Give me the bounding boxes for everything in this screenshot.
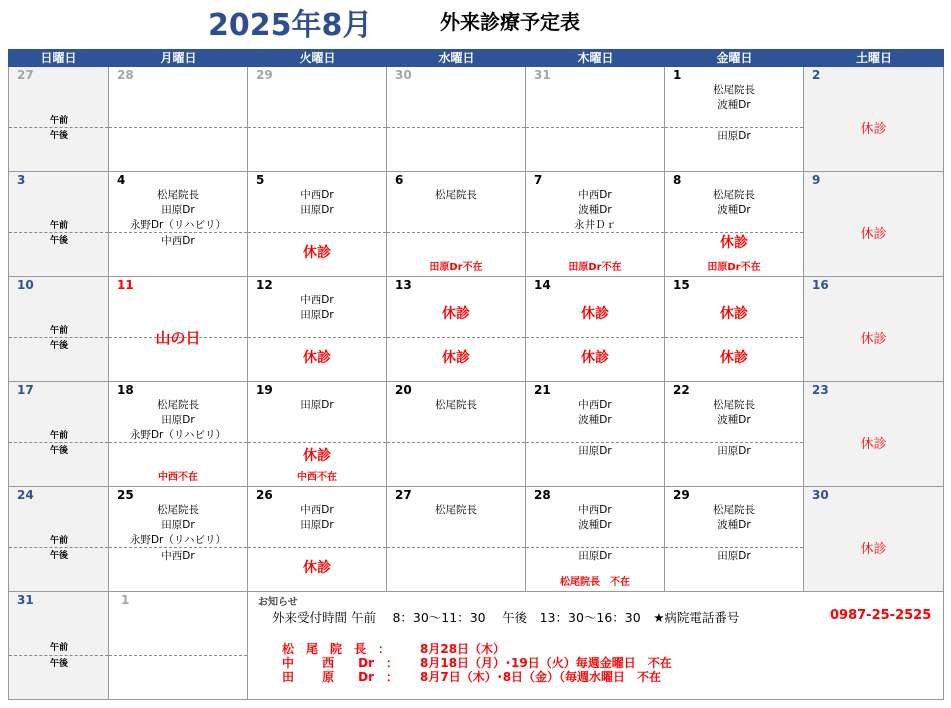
doctor-line: 波種Dr (578, 414, 612, 426)
day-cell (387, 277, 526, 382)
day-cell (8, 592, 109, 700)
doctor-line: 中西Dr (578, 504, 612, 516)
day-number: 28 (117, 68, 134, 82)
absence-doctor: 中 西 Dr ： (282, 656, 399, 670)
day-number: 26 (256, 488, 273, 502)
am-pm-divider (387, 232, 525, 233)
closed-label: 休診 (860, 437, 887, 452)
doctor-line: 波種Dr (717, 414, 751, 426)
am-pm-divider (248, 232, 386, 233)
day-cell (8, 277, 109, 382)
day-cell (248, 487, 387, 592)
doctor-line: 松尾院長 (713, 504, 755, 516)
weekday-header: 金曜日 (665, 49, 804, 67)
doctor-line: 田原Dr (161, 519, 195, 531)
doctor-line: 波種Dr (717, 519, 751, 531)
closed-label: 休診 (581, 306, 609, 322)
day-number: 29 (256, 68, 273, 82)
reception-hours: 外来受付時間 午前 8：30～11：30 午後 13：30～16：30 ★病院電話番号 (272, 610, 740, 625)
pm-label: 午後 (49, 659, 68, 669)
calendar-grid (8, 49, 944, 700)
absence-dates: 8月7日（木）･8日（金）（毎週水曜日 不在 (420, 670, 662, 684)
am-pm-divider (387, 547, 525, 548)
day-cell (526, 67, 665, 172)
am-label: 午前 (49, 221, 68, 231)
day-cell (387, 67, 526, 172)
am-pm-divider (387, 127, 525, 128)
doctor-line: 中西Dr (161, 235, 195, 247)
doctor-line: 田原Dr (300, 519, 334, 531)
absence-note: 田原Dr不在 (707, 262, 761, 273)
closed-label: 休診 (720, 235, 748, 251)
day-number: 27 (395, 488, 412, 502)
doctor-line: 永野Dr（リハビリ） (129, 534, 227, 546)
day-number: 23 (812, 383, 829, 397)
day-cell (248, 382, 387, 487)
day-cell (665, 172, 804, 277)
day-cell (109, 172, 248, 277)
absence-note: 田原Dr不在 (429, 262, 483, 273)
day-number: 16 (812, 278, 829, 292)
doctor-line: 永野Dr（リハビリ） (129, 429, 227, 441)
day-cell (8, 172, 109, 277)
day-number: 9 (812, 173, 821, 187)
doctor-line: 田原Dr (300, 309, 334, 321)
doctor-line: 中西Dr (578, 189, 612, 201)
day-cell (804, 382, 944, 487)
closed-label: 休診 (442, 306, 470, 322)
phone-number: 0987-25-2525 (830, 608, 932, 623)
am-label: 午前 (49, 643, 68, 653)
doctor-line: 松尾院長 (435, 189, 477, 201)
weekday-header: 月曜日 (109, 49, 248, 67)
notice-heading: お知らせ (258, 597, 298, 608)
day-number: 15 (673, 278, 690, 292)
am-label: 午前 (49, 536, 68, 546)
doctor-line: 松尾院長 (157, 504, 199, 516)
day-number: 5 (256, 173, 265, 187)
day-number: 2 (812, 68, 821, 82)
calendar-subtitle: 外来診療予定表 (440, 10, 580, 34)
weekday-header: 火曜日 (248, 49, 387, 67)
am-pm-divider (248, 127, 386, 128)
day-cell (109, 382, 248, 487)
day-number: 17 (17, 383, 34, 397)
closed-label: 休診 (442, 350, 470, 366)
doctor-line: 松尾院長 (157, 189, 199, 201)
absence-doctor: 田 原 Dr ： (282, 670, 399, 684)
weekday-header: 水曜日 (387, 49, 526, 67)
am-pm-divider (665, 442, 803, 443)
day-cell (665, 382, 804, 487)
day-number: 21 (534, 383, 551, 397)
doctor-line: 松尾院長 (713, 189, 755, 201)
day-number: 19 (256, 383, 273, 397)
absence-note: 松尾院長 不在 (560, 577, 630, 588)
day-cell (526, 172, 665, 277)
day-number: 1 (673, 68, 682, 82)
day-number: 29 (673, 488, 690, 502)
absence-note: 田原Dr不在 (568, 262, 622, 273)
day-cell (109, 67, 248, 172)
closed-label: 休診 (860, 542, 887, 557)
day-number: 24 (17, 488, 34, 502)
doctor-line: 波種Dr (578, 204, 612, 216)
am-pm-divider (665, 127, 803, 128)
am-pm-divider (526, 127, 664, 128)
closed-label: 休診 (720, 350, 748, 366)
day-number: 12 (256, 278, 273, 292)
absence-note: 中西不在 (158, 472, 198, 483)
day-cell (665, 277, 804, 382)
day-cell (8, 67, 109, 172)
day-cell (804, 487, 944, 592)
doctor-line: 田原Dr (717, 445, 751, 457)
day-number: 3 (17, 173, 26, 187)
pm-label: 午後 (49, 446, 68, 456)
doctor-line: 松尾院長 (713, 84, 755, 96)
doctor-line: 松尾院長 (713, 399, 755, 411)
day-cell (387, 172, 526, 277)
pm-label: 午後 (49, 236, 68, 246)
notice-box (248, 592, 944, 700)
doctor-line: 田原Dr (300, 204, 334, 216)
am-label: 午前 (49, 116, 68, 126)
doctor-line: 中西Dr (300, 294, 334, 306)
day-cell (526, 277, 665, 382)
day-number: 4 (117, 173, 126, 187)
day-cell (109, 277, 248, 382)
doctor-line: 波種Dr (717, 99, 751, 111)
day-cell (665, 67, 804, 172)
day-cell (665, 487, 804, 592)
holiday-label: 山の日 (155, 329, 201, 347)
am-pm-divider (387, 442, 525, 443)
day-number: 30 (812, 488, 829, 502)
doctor-line: 松尾院長 (435, 504, 477, 516)
closed-label: 休診 (303, 560, 331, 576)
am-pm-divider (526, 547, 664, 548)
day-cell (526, 487, 665, 592)
closed-label: 休診 (860, 122, 887, 137)
am-pm-divider (526, 337, 664, 338)
day-cell (248, 172, 387, 277)
day-cell (804, 172, 944, 277)
day-cell (8, 487, 109, 592)
day-number: 28 (534, 488, 551, 502)
doctor-line: 田原Dr (717, 130, 751, 142)
absence-doctor: 松 尾 院 長 ： (282, 642, 391, 656)
doctor-line: 中西Dr (300, 189, 334, 201)
day-number: 8 (673, 173, 682, 187)
am-pm-divider (248, 337, 386, 338)
day-number: 25 (117, 488, 134, 502)
weekday-header: 木曜日 (526, 49, 665, 67)
day-cell (8, 382, 109, 487)
doctor-line: 中西Dr (300, 504, 334, 516)
am-pm-divider (109, 655, 247, 656)
pm-label: 午後 (49, 551, 68, 561)
day-number: 18 (117, 383, 134, 397)
closed-label: 休診 (720, 306, 748, 322)
day-cell (109, 592, 248, 700)
closed-label: 休診 (860, 332, 887, 347)
absence-dates: 8月28日（木） (420, 642, 506, 656)
absence-dates: 8月18日（月）･19日（火）毎週金曜日 不在 (420, 656, 672, 670)
closed-label: 休診 (303, 245, 331, 261)
calendar-title: 2025年8月 (208, 8, 373, 43)
doctor-line: 田原Dr (300, 399, 334, 411)
doctor-line: 田原Dr (161, 414, 195, 426)
day-number: 1 (121, 593, 130, 607)
doctor-line: 中西Dr (161, 550, 195, 562)
closed-label: 休診 (581, 350, 609, 366)
closed-label: 休診 (303, 350, 331, 366)
am-pm-divider (109, 127, 247, 128)
day-number: 6 (395, 173, 404, 187)
doctor-line: 田原Dr (161, 204, 195, 216)
am-pm-divider (248, 442, 386, 443)
am-pm-divider (387, 337, 525, 338)
am-pm-divider (526, 442, 664, 443)
day-number: 30 (395, 68, 412, 82)
doctor-line: 田原Dr (578, 445, 612, 457)
pm-label: 午後 (49, 341, 68, 351)
day-number: 7 (534, 173, 543, 187)
weekday-header: 土曜日 (804, 49, 944, 67)
doctor-line: 松尾院長 (157, 399, 199, 411)
doctor-line: 田原Dr (578, 550, 612, 562)
day-number: 13 (395, 278, 412, 292)
am-pm-divider (665, 547, 803, 548)
doctor-line: 中西Dr (578, 399, 612, 411)
am-label: 午前 (49, 326, 68, 336)
closed-label: 休診 (303, 448, 331, 464)
day-cell (387, 382, 526, 487)
day-number: 22 (673, 383, 690, 397)
day-number: 10 (17, 278, 34, 292)
am-pm-divider (248, 547, 386, 548)
am-pm-divider (665, 337, 803, 338)
day-cell (248, 67, 387, 172)
day-cell (387, 487, 526, 592)
day-number: 14 (534, 278, 551, 292)
doctor-line: 田原Dr (717, 550, 751, 562)
pm-label: 午後 (49, 131, 68, 141)
weekday-header: 日曜日 (8, 49, 109, 67)
am-label: 午前 (49, 431, 68, 441)
day-number: 20 (395, 383, 412, 397)
doctor-line: 永井Ｄｒ (574, 219, 616, 231)
doctor-line: 永野Dr（リハビリ） (129, 219, 227, 231)
day-cell (109, 487, 248, 592)
day-cell (804, 277, 944, 382)
doctor-line: 波種Dr (578, 519, 612, 531)
day-number: 27 (17, 68, 34, 82)
doctor-line: 松尾院長 (435, 399, 477, 411)
day-number: 31 (534, 68, 551, 82)
day-cell (526, 382, 665, 487)
doctor-line: 波種Dr (717, 204, 751, 216)
day-number: 11 (117, 278, 134, 292)
day-cell (804, 67, 944, 172)
day-number: 31 (17, 593, 34, 607)
absence-note: 中西不在 (297, 472, 337, 483)
closed-label: 休診 (860, 227, 887, 242)
day-cell (248, 277, 387, 382)
